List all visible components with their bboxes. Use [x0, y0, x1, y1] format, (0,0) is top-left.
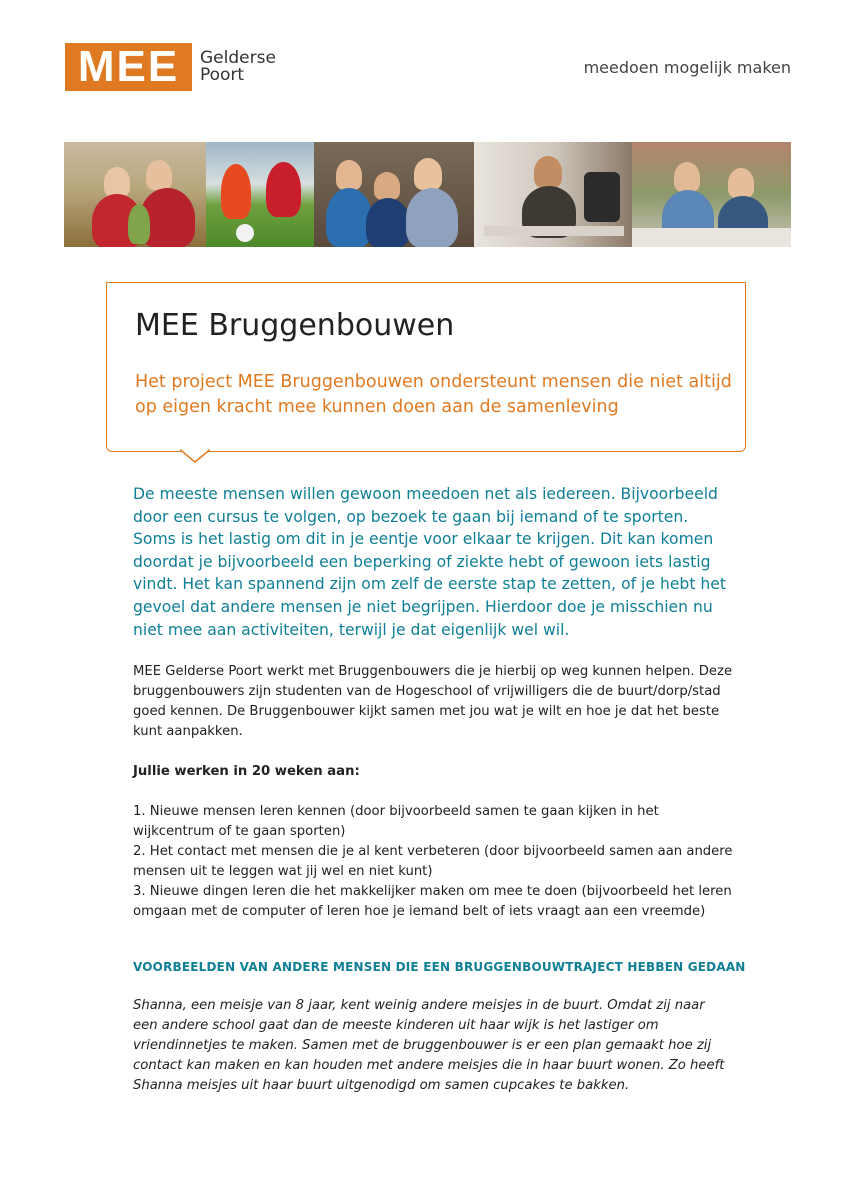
callout-pointer — [180, 449, 210, 463]
logo-mark: MEE — [65, 43, 192, 91]
list-heading: Jullie werken in 20 weken aan: — [133, 764, 360, 779]
logo-sub-line1: Gelderse — [200, 48, 276, 68]
photo-strip — [64, 142, 791, 247]
list-item: 1. Nieuwe mensen leren kennen (door bijvoorbeeld samen te gaan kijken in het wijkcentrum of te gaan sporten) — [133, 804, 659, 839]
page-subtitle: Het project MEE Bruggenbouwen ondersteunt mensen die niet altijd op eigen kracht mee kunnen doen aan de samenleving — [135, 372, 732, 417]
example-paragraph: Shanna, een meisje van 8 jaar, kent weinig andere meisjes in de buurt. Omdat zij naar een andere school gaat dan de meeste kinderen uit haar wijk is het lastiger om vriendinnetjes te maken. Samen met de bruggenbouwer is er een plan gemaakt hoe zij contact kan maken en kan houden met andere meisjes die in haar buurt wonen. Zo heeft Shanna meisjes uit haar buurt uitgenodigd om samen cupcakes te bakken. — [133, 998, 725, 1093]
examples-heading: VOORBEELDEN VAN ANDERE MENSEN DIE EEN BRUGGENBOUWTRAJECT HEBBEN GEDAAN — [133, 960, 746, 974]
boys-photo — [314, 142, 474, 247]
goal-list — [133, 802, 733, 922]
page-title: MEE Bruggenbouwen — [135, 308, 455, 343]
barista-photo — [474, 142, 632, 247]
tagline: meedoen mogelijk maken — [583, 58, 791, 77]
logo-sub-line2: Poort — [200, 65, 245, 85]
women-photo — [632, 142, 791, 247]
mee-logo — [65, 43, 276, 91]
intro-paragraph: De meeste mensen willen gewoon meedoen net als iedereen. Bijvoorbeeld door een cursus te volgen, op bezoek te gaan bij iemand of te sporten. Soms is het lastig om dit in je eentje voor elkaar te krijgen. Dit kan komen doordat je bijvoorbeeld een beperking of ziekte hebt of gewoon iets lastig vindt. Het kan spannend zijn om zelf de eerste stap te zetten, of je hebt het gevoel dat andere mensen je niet begrijpen. Hierdoor doe je misschien nu niet mee aan activiteiten, terwijl je dat eigenlijk wel wil. — [133, 485, 726, 639]
list-item: 3. Nieuwe dingen leren die het makkelijker maken om mee te doen (bijvoorbeeld het leren omgaan met de computer of leren hoe je iemand belt of iets vraagt aan een vreemde) — [133, 884, 732, 919]
list-item: 2. Het contact met mensen die je al kent verbeteren (door bijvoorbeeld samen aan andere mensen uit te leggen wat jij wel en niet kunt) — [133, 844, 733, 879]
logo-subtitle — [200, 50, 276, 84]
family-photo — [64, 142, 206, 247]
body-paragraph: MEE Gelderse Poort werkt met Bruggenbouwers die je hierbij op weg kunnen helpen. Deze bruggenbouwers zijn studenten van de Hogeschool of vrijwilligers die de buurt/dorp/stad goed kennen. De Bruggenbouwer kijkt samen met jou wat je wilt en hoe je dat het beste kunt aanpakken. — [133, 664, 733, 739]
football-photo — [206, 142, 314, 247]
